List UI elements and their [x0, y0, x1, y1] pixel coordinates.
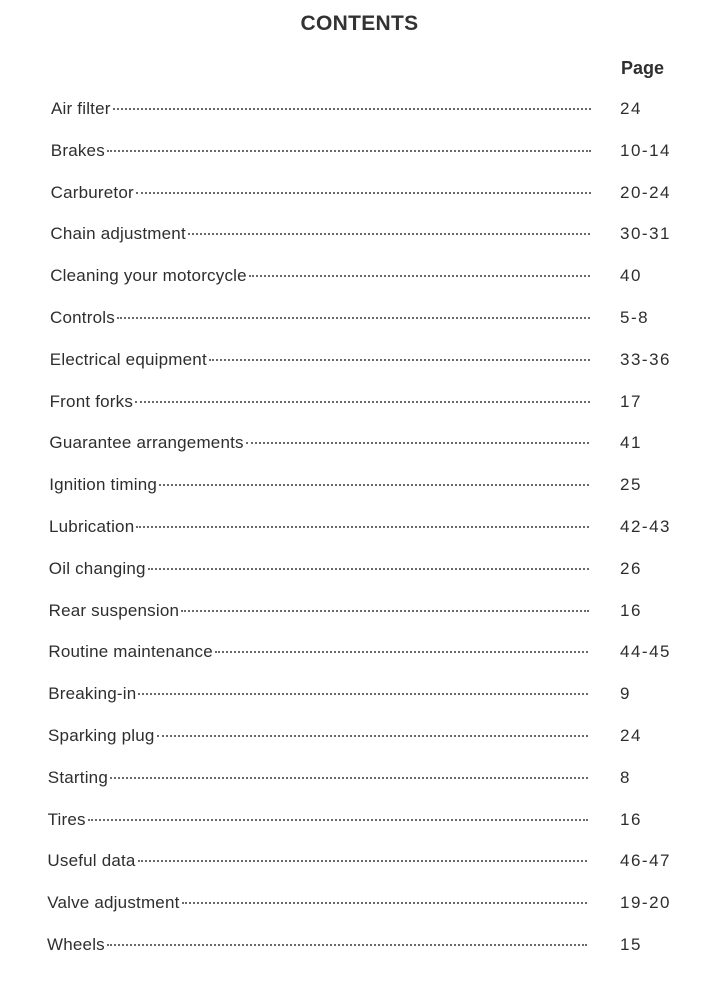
toc-entry-label: Chain adjustment: [50, 224, 186, 244]
toc-entry-chain-adjustment: [0, 222, 719, 246]
toc-entry-page: 5-8: [620, 308, 650, 327]
dot-leader: [138, 859, 588, 862]
toc-entry-label: Oil changing: [48, 558, 146, 578]
toc-entry-label: Sparking plug: [48, 726, 155, 745]
dot-leader: [138, 692, 588, 695]
dot-leader: [110, 776, 588, 779]
dot-leader: [215, 650, 589, 653]
dot-leader: [157, 734, 588, 737]
dot-leader: [88, 818, 588, 821]
toc-entry-air-filter: [0, 97, 719, 121]
toc-entry-valve-adjustment: [0, 891, 719, 915]
toc-entry-page: 41: [620, 433, 642, 453]
toc-entry-wheels: [0, 933, 719, 957]
toc-entry-label: Guarantee arrangements: [49, 433, 244, 453]
toc-entry-label: Controls: [50, 308, 115, 327]
toc-entry-label: Rear suspension: [48, 600, 180, 620]
toc-entry-tires: [0, 808, 719, 832]
toc-entry-oil-changing: [0, 557, 719, 581]
toc-entry-label: Tires: [47, 809, 86, 829]
toc-entry-label: Routine maintenance: [48, 642, 213, 662]
toc-entry-breaking-in: [0, 682, 719, 706]
toc-entry-page: 10-14: [620, 140, 671, 160]
toc-entry-label: Useful data: [47, 851, 136, 871]
toc-entry-page: 15: [620, 935, 642, 954]
dot-leader: [136, 191, 591, 194]
toc-entry-page: 19-20: [620, 893, 671, 913]
toc-entry-useful-data: [0, 849, 719, 873]
toc-entry-page: 33-36: [620, 349, 671, 369]
toc-entry-carburetor: [0, 181, 719, 205]
dot-leader: [249, 274, 590, 277]
toc-entry-label: Wheels: [47, 935, 105, 954]
dot-leader: [181, 609, 588, 612]
toc-entry-label: Air filter: [51, 99, 111, 118]
dot-leader: [246, 441, 590, 444]
toc-entry-page: 8: [620, 767, 631, 787]
dot-leader: [113, 107, 591, 110]
toc-entry-label: Electrical equipment: [49, 349, 207, 369]
dot-leader: [209, 358, 590, 361]
page-column-header: Page: [621, 58, 665, 78]
toc-entry-page: 20-24: [620, 182, 671, 202]
toc-entry-page: 26: [620, 558, 642, 578]
toc-entry-routine-maintenance: [0, 640, 719, 664]
toc-entry-page: 9: [620, 684, 631, 704]
toc-entry-lubrication: [0, 515, 719, 539]
page-title: CONTENTS: [300, 12, 419, 35]
toc-entry-page: 30-31: [620, 224, 671, 244]
toc-entry-page: 42-43: [620, 517, 671, 536]
toc-entry-cleaning-your-motorcycle: [0, 264, 719, 288]
toc-entry-label: Carburetor: [50, 182, 134, 202]
dot-leader: [148, 567, 589, 570]
toc-entry-label: Cleaning your motorcycle: [50, 266, 247, 286]
toc-entry-label: Starting: [47, 767, 108, 787]
toc-entry-label: Breaking-in: [48, 684, 137, 704]
toc-entry-front-forks: [0, 390, 719, 414]
toc-entry-label: Brakes: [50, 140, 105, 160]
toc-entry-page: 46-47: [620, 851, 671, 871]
toc-entry-guarantee-arrangements: [0, 431, 719, 455]
toc-entry-electrical-equipment: [0, 348, 719, 372]
dot-leader: [188, 232, 591, 235]
toc-entry-page: 44-45: [620, 642, 671, 662]
dot-leader: [136, 525, 589, 528]
toc-entry-page: 24: [620, 99, 642, 118]
toc-entry-sparking-plug: [0, 724, 719, 748]
dot-leader: [117, 316, 590, 319]
toc-entry-label: Lubrication: [49, 517, 135, 536]
dot-leader: [107, 943, 587, 946]
toc-entry-label: Ignition timing: [49, 475, 158, 495]
toc-entry-controls: [0, 306, 719, 330]
toc-entry-rear-suspension: [0, 599, 719, 623]
dot-leader: [159, 483, 589, 486]
toc-entry-ignition-timing: [0, 473, 719, 497]
toc-entry-page: 17: [620, 391, 642, 411]
toc-entry-starting: [0, 766, 719, 790]
dot-leader: [182, 901, 588, 904]
toc-entry-page: 40: [620, 266, 642, 286]
toc-entry-page: 25: [620, 475, 642, 495]
toc-entry-brakes: [0, 139, 719, 163]
dot-leader: [107, 149, 591, 152]
toc-entry-page: 16: [620, 600, 642, 620]
toc-entry-label: Front forks: [49, 391, 134, 411]
toc-entry-page: 24: [620, 726, 642, 745]
toc-entry-label: Valve adjustment: [47, 893, 180, 913]
dot-leader: [135, 400, 590, 403]
toc-entry-page: 16: [620, 809, 642, 829]
